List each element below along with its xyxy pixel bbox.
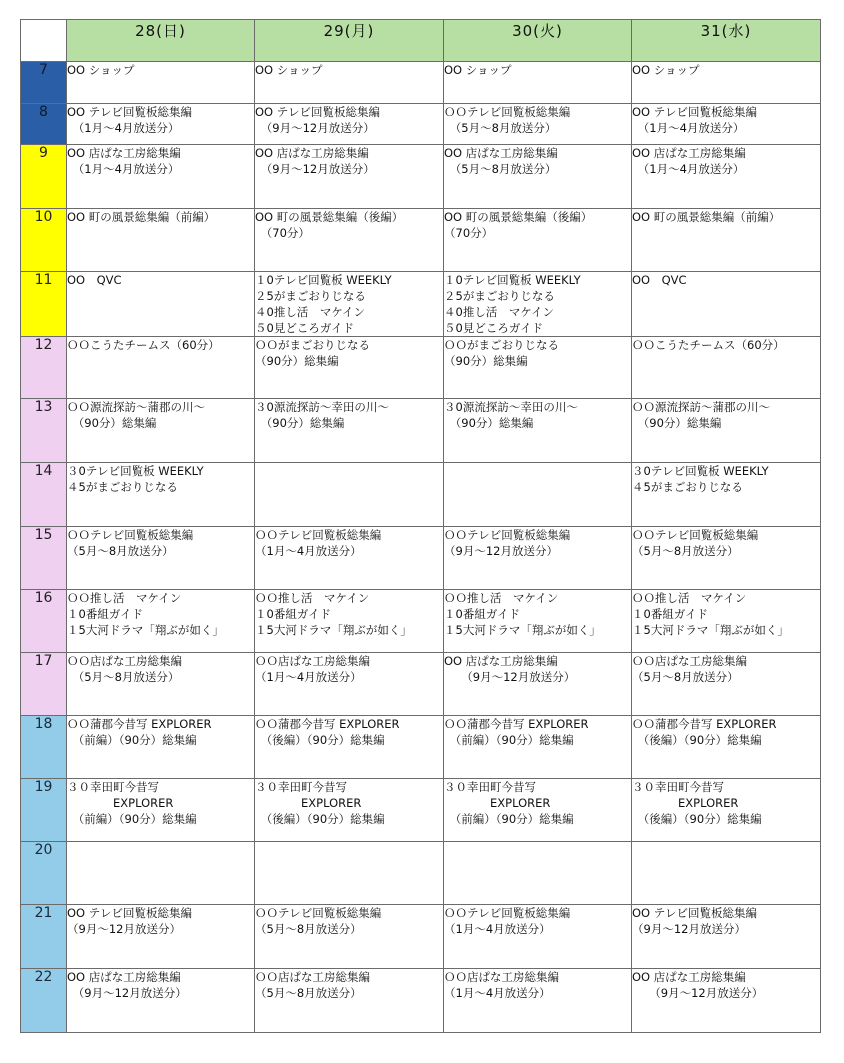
program-cell	[632, 209, 821, 272]
program-line: ＯＯこうたチームス（60分）	[67, 338, 220, 352]
program-line: OO ショップ	[67, 63, 135, 77]
program-line: １0テレビ回覧板 WEEKLY	[444, 273, 581, 287]
program-line: EXPLORER	[444, 796, 551, 810]
program-cell	[67, 779, 255, 842]
program-cell	[444, 399, 632, 463]
program-line: ５0見どころガイド	[444, 321, 543, 335]
program-cell	[67, 716, 255, 779]
program-line: OO ショップ	[444, 63, 512, 77]
program-line: OO 店ぱな工房総集編	[444, 146, 558, 160]
program-cell	[255, 62, 444, 104]
schedule-row	[21, 104, 821, 145]
program-line: ＯＯ源流探訪～蒲郡の川～	[632, 400, 770, 414]
program-cell	[632, 62, 821, 104]
program-cell	[255, 969, 444, 1033]
hour-cell: 7	[21, 62, 67, 104]
program-line: OO テレビ回覧板総集編	[255, 105, 381, 119]
program-line: ２5がまごおりじなる	[444, 289, 555, 303]
program-line: ＯＯテレビ回覧板総集編	[444, 105, 571, 119]
program-line: ２5がまごおりじなる	[255, 289, 366, 303]
schedule-row	[21, 905, 821, 969]
program-line: （9月～12月放送分）	[67, 986, 187, 1000]
program-line: １0テレビ回覧板 WEEKLY	[255, 273, 392, 287]
program-cell	[67, 209, 255, 272]
header-row	[21, 20, 821, 62]
program-line: ＯＯテレビ回覧板総集編	[444, 906, 571, 920]
program-line: ＯＯ店ぱな工房総集編	[632, 654, 747, 668]
program-line: （後編）（90分）総集編	[255, 733, 385, 747]
program-line: OO QVC	[67, 273, 122, 287]
program-cell	[444, 209, 632, 272]
program-cell	[632, 969, 821, 1033]
program-line: ３0テレビ回覧板 WEEKLY	[632, 464, 769, 478]
program-cell	[255, 590, 444, 653]
hour-cell: 13	[21, 399, 67, 463]
hour-cell: 21	[21, 905, 67, 969]
program-line: （90分）総集編	[444, 354, 528, 368]
program-cell	[444, 653, 632, 716]
program-line: （後編）（90分）総集編	[632, 733, 762, 747]
program-line: OO 町の風景総集編（後編）	[255, 210, 404, 224]
program-line: １5大河ドラマ「翔ぶが如く」	[444, 623, 601, 637]
program-line: ＯＯ源流探訪～蒲郡の川～	[67, 400, 205, 414]
program-cell	[632, 905, 821, 969]
program-line: ４0推し活 マケイン	[444, 305, 555, 319]
program-cell	[632, 842, 821, 905]
program-cell	[444, 463, 632, 527]
program-line: （5月～8月放送分）	[67, 544, 174, 558]
program-line: ＯＯ推し活 マケイン	[255, 591, 370, 605]
program-cell	[444, 145, 632, 209]
schedule-row	[21, 337, 821, 399]
program-line: ＯＯ店ぱな工房総集編	[255, 970, 370, 984]
program-line: ３０幸田町今昔写	[444, 780, 536, 794]
program-cell	[255, 463, 444, 527]
program-cell	[255, 145, 444, 209]
hour-cell: 17	[21, 653, 67, 716]
program-line: （90分）総集編	[632, 416, 722, 430]
program-line: （5月～8月放送分）	[444, 162, 557, 176]
program-cell	[255, 527, 444, 590]
program-line: （1月～4月放送分）	[67, 121, 180, 135]
hour-cell: 19	[21, 779, 67, 842]
program-line: OO 町の風景総集編（前編）	[632, 210, 781, 224]
hour-cell: 22	[21, 969, 67, 1033]
day-header: 29(月)	[255, 20, 444, 62]
program-line: １0番組ガイド	[632, 607, 708, 621]
program-line: （90分）総集編	[255, 416, 345, 430]
schedule-row	[21, 969, 821, 1033]
program-cell	[444, 527, 632, 590]
hour-cell: 9	[21, 145, 67, 209]
hour-cell: 14	[21, 463, 67, 527]
program-cell	[632, 399, 821, 463]
program-line: OO QVC	[632, 273, 687, 287]
program-line: （90分）総集編	[67, 416, 157, 430]
program-line: ＯＯがまごおりじなる	[255, 338, 370, 352]
hour-cell: 16	[21, 590, 67, 653]
program-line: （前編）（90分）総集編	[444, 733, 574, 747]
schedule-row	[21, 590, 821, 653]
corner-cell	[21, 20, 67, 62]
program-line: （90分）総集編	[255, 354, 339, 368]
program-cell	[67, 905, 255, 969]
program-cell	[632, 145, 821, 209]
program-line: ＯＯ蒲郡今昔写 EXPLORER	[255, 717, 400, 731]
program-cell	[444, 969, 632, 1033]
program-cell	[67, 145, 255, 209]
program-line: （9月～12月放送分）	[632, 922, 746, 936]
program-line: OO テレビ回覧板総集編	[632, 105, 758, 119]
program-line: OO 町の風景総集編（前編）	[67, 210, 216, 224]
program-line: ＯＯ蒲郡今昔写 EXPLORER	[632, 717, 777, 731]
day-header: 30(火)	[444, 20, 632, 62]
program-line: （後編）（90分）総集編	[255, 812, 385, 826]
program-line: （9月～12月放送分）	[444, 670, 576, 684]
program-cell	[255, 842, 444, 905]
schedule-body	[21, 62, 821, 1033]
program-cell	[67, 62, 255, 104]
program-line: （前編）（90分）総集編	[67, 733, 197, 747]
program-line: ３0テレビ回覧板 WEEKLY	[67, 464, 204, 478]
program-line: （1月～4月放送分）	[255, 670, 362, 684]
program-cell	[67, 527, 255, 590]
program-line: （9月～12月放送分）	[444, 544, 558, 558]
hour-cell: 12	[21, 337, 67, 399]
program-line: OO テレビ回覧板総集編	[67, 105, 193, 119]
schedule-table	[20, 19, 821, 1033]
program-cell	[444, 590, 632, 653]
program-cell	[255, 104, 444, 145]
program-line: ３０幸田町今昔写	[67, 780, 159, 794]
program-line: １5大河ドラマ「翔ぶが如く」	[67, 623, 224, 637]
schedule-row	[21, 716, 821, 779]
program-cell	[67, 272, 255, 337]
program-line: OO 店ぱな工房総集編	[67, 970, 181, 984]
program-line: OO 店ぱな工房総集編	[632, 970, 746, 984]
schedule-row	[21, 779, 821, 842]
program-line: OO 町の風景総集編（後編）	[444, 210, 593, 224]
program-line: （1月～4月放送分）	[632, 121, 745, 135]
program-line: （5月～8月放送分）	[255, 986, 362, 1000]
program-line: ＯＯ推し活 マケイン	[444, 591, 559, 605]
program-cell	[444, 272, 632, 337]
program-line: ４5がまごおりじなる	[632, 480, 743, 494]
program-cell	[444, 779, 632, 842]
program-line: １0番組ガイド	[255, 607, 331, 621]
program-line: （5月～8月放送分）	[444, 121, 557, 135]
program-cell	[632, 463, 821, 527]
program-line: （1月～4月放送分）	[444, 986, 551, 1000]
program-cell	[632, 716, 821, 779]
program-line: ＯＯ店ぱな工房総集編	[255, 654, 370, 668]
program-line: EXPLORER	[67, 796, 174, 810]
program-cell	[632, 653, 821, 716]
schedule-row	[21, 272, 821, 337]
program-line: ３0源流探訪～幸田の川～	[444, 400, 578, 414]
program-line: ３0源流探訪～幸田の川～	[255, 400, 389, 414]
program-line: （1月～4月放送分）	[255, 544, 362, 558]
schedule-row	[21, 653, 821, 716]
program-line: ４5がまごおりじなる	[67, 480, 178, 494]
program-cell	[632, 337, 821, 399]
program-line: OO テレビ回覧板総集編	[67, 906, 193, 920]
program-cell	[255, 272, 444, 337]
program-line: OO 店ぱな工房総集編	[255, 146, 369, 160]
program-line: OO ショップ	[255, 63, 323, 77]
program-cell	[444, 337, 632, 399]
day-header: 28(日)	[67, 20, 255, 62]
schedule-row	[21, 527, 821, 590]
program-line: ３０幸田町今昔写	[255, 780, 347, 794]
program-line: ＯＯこうたチームス（60分）	[632, 338, 785, 352]
program-line: （1月～4月放送分）	[67, 162, 180, 176]
program-cell	[444, 716, 632, 779]
program-cell	[67, 590, 255, 653]
program-cell	[67, 653, 255, 716]
program-cell	[67, 463, 255, 527]
program-line: （9月～12月放送分）	[632, 986, 764, 1000]
schedule-row	[21, 62, 821, 104]
program-cell	[255, 905, 444, 969]
program-line: EXPLORER	[255, 796, 362, 810]
program-line: ＯＯテレビ回覧板総集編	[444, 528, 571, 542]
program-cell	[632, 104, 821, 145]
program-cell	[67, 842, 255, 905]
program-line: OO 店ぱな工房総集編	[444, 654, 558, 668]
program-line: ＯＯテレビ回覧板総集編	[67, 528, 194, 542]
program-line: ＯＯテレビ回覧板総集編	[255, 906, 382, 920]
program-line: （前編）（90分）総集編	[67, 812, 197, 826]
program-line: ５0見どころガイド	[255, 321, 354, 335]
program-line: （70分）	[444, 226, 494, 240]
program-cell	[255, 399, 444, 463]
program-line: １5大河ドラマ「翔ぶが如く」	[255, 623, 412, 637]
program-line: ＯＯ推し活 マケイン	[632, 591, 747, 605]
schedule-row	[21, 145, 821, 209]
program-line: （1月～4月放送分）	[444, 922, 551, 936]
program-line: （90分）総集編	[444, 416, 534, 430]
program-cell	[255, 337, 444, 399]
program-line: （9月～12月放送分）	[255, 121, 375, 135]
program-line: （1月～4月放送分）	[632, 162, 745, 176]
program-line: ３０幸田町今昔写	[632, 780, 724, 794]
program-line: OO テレビ回覧板総集編	[632, 906, 758, 920]
program-line: EXPLORER	[632, 796, 739, 810]
program-line: ＯＯテレビ回覧板総集編	[255, 528, 382, 542]
program-cell	[255, 653, 444, 716]
program-line: ＯＯ蒲郡今昔写 EXPLORER	[444, 717, 589, 731]
program-cell	[632, 527, 821, 590]
program-line: （9月～12月放送分）	[67, 922, 181, 936]
program-line: （前編）（90分）総集編	[444, 812, 574, 826]
program-cell	[255, 716, 444, 779]
hour-cell: 10	[21, 209, 67, 272]
program-cell	[444, 104, 632, 145]
schedule-row	[21, 842, 821, 905]
program-line: （70分）	[255, 226, 310, 240]
schedule-row	[21, 209, 821, 272]
program-line: ＯＯ店ぱな工房総集編	[444, 970, 559, 984]
program-line: OO 店ぱな工房総集編	[67, 146, 181, 160]
program-line: １5大河ドラマ「翔ぶが如く」	[632, 623, 789, 637]
program-cell	[444, 905, 632, 969]
hour-cell: 18	[21, 716, 67, 779]
program-line: ＯＯ蒲郡今昔写 EXPLORER	[67, 717, 212, 731]
hour-cell: 15	[21, 527, 67, 590]
program-line: ＯＯテレビ回覧板総集編	[632, 528, 759, 542]
program-cell	[632, 590, 821, 653]
program-cell	[255, 779, 444, 842]
program-cell	[444, 62, 632, 104]
program-line: ＯＯ店ぱな工房総集編	[67, 654, 182, 668]
program-line: OO 店ぱな工房総集編	[632, 146, 746, 160]
hour-cell: 11	[21, 272, 67, 337]
program-line: ＯＯがまごおりじなる	[444, 338, 559, 352]
program-line: （5月～8月放送分）	[632, 670, 739, 684]
hour-cell: 8	[21, 104, 67, 145]
schedule-row	[21, 399, 821, 463]
day-header: 31(水)	[632, 20, 821, 62]
program-line: ４0推し活 マケイン	[255, 305, 366, 319]
program-cell	[67, 337, 255, 399]
program-cell	[255, 209, 444, 272]
program-line: １0番組ガイド	[444, 607, 520, 621]
program-line: （5月～8月放送分）	[67, 670, 180, 684]
program-cell	[444, 842, 632, 905]
program-line: OO ショップ	[632, 63, 700, 77]
program-line: １0番組ガイド	[67, 607, 143, 621]
program-cell	[632, 779, 821, 842]
program-cell	[67, 399, 255, 463]
program-line: （5月～8月放送分）	[632, 544, 739, 558]
program-line: ＯＯ推し活 マケイン	[67, 591, 182, 605]
program-line: （5月～8月放送分）	[255, 922, 362, 936]
schedule-row	[21, 463, 821, 527]
program-cell	[67, 104, 255, 145]
hour-cell: 20	[21, 842, 67, 905]
program-line: （後編）（90分）総集編	[632, 812, 762, 826]
program-line: （9月～12月放送分）	[255, 162, 375, 176]
program-cell	[67, 969, 255, 1033]
program-cell	[632, 272, 821, 337]
